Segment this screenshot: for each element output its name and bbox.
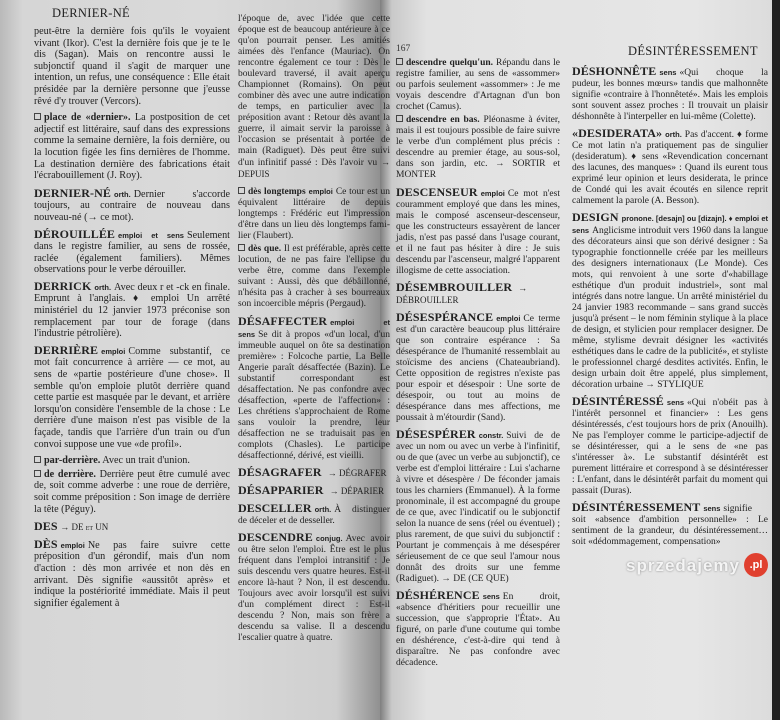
cross-reference: → DE et UN <box>60 522 109 533</box>
entry-text: Ne pas faire suivre cette préposition d'un gérondif, mais d'un nom d'action : dès mon arrivée et non dès en arrivant. Dès signifie «aussitôt après» et indique la postériorité immédiate. Mais il peut signifier également à <box>34 539 230 609</box>
dictionary-entry <box>34 185 230 224</box>
entry-text: «Qui choque la pudeur, les bonnes mœurs» tandis que malhonnête signifie «contraire à l'honnêteté». Mais les emplois sont souvent assez proches : Il trouvait un plaisir déshonnête à l'interpeller en lui-même (Colette). <box>572 68 768 122</box>
entry-tag: pronone. [desajn] ou [dizajn]. ♦ emploi et sens <box>572 214 768 235</box>
sub-entry-head: descendre en bas. <box>406 115 480 125</box>
entry-tag: conjug. <box>315 534 343 543</box>
sub-entry-text: Derrière peut être cumulé avec de, soit comme adverbe : une roue de derrière, soit comme préposition : Son image de derrière la tête (Péguy). <box>34 468 231 515</box>
entry-tag: emploi <box>101 346 126 356</box>
entry-text: Anglicisme introduit vers 1960 dans la langue des décorateurs ainsi que son dérivé designer : Sa typographie fonctionnelle créée par les meilleurs des designers internationaux (Le Monde). Ces mots, qui renvoient à une sorte d'«habillage esthétique d'un produit industriel», sont mal intégrés dans notre langue. Un arrêté ministériel du 24 janvier 1983 recommande – sans grand succès jusqu'à présent – le nom féminin stylique à la place de design, et stylicien pour remplacer designer. De même, stylisme devrait désigner les «activités esthétiques dans le cadre de la publicité», et styliste le professionnel chargé desdites activités. Enfin, le design urbain doit être appelé, plus simplement, décoration urbaine → STYLIQUE <box>572 226 769 390</box>
headword: DESCENDRE <box>238 530 313 544</box>
sub-entry-head: place de «dernier». <box>44 112 131 124</box>
dictionary-entry <box>396 282 560 307</box>
watermark <box>572 553 768 577</box>
sub-entry <box>34 469 230 515</box>
entry-text: Suivi de de avec un nom ou avec un verbe à l'infinitif, ou de que (avec un verbe au subjonctif), ce verbe est d'emploi littéraire : Lui s'acharne à vivre et désespère / De féconder jamais tous les charniers (Emmanuel). À la forme pronominale, il est accompagné du groupe de ce que, avec l'indicatif ou le subjonctif selon la nuance de sens (réel ou éventuel) ; plus rarement, de que suivi du subjonctif : Pourtant je commençais à me désespérer sérieusement de ce que seul l'amour nous donnât des droits sur une femme (Radiguet). → DE (CE QUE) <box>396 431 560 584</box>
dictionary-entry <box>572 66 768 123</box>
headword: DÈS <box>34 536 58 551</box>
entry-text: «Qui n'obéit pas à l'intérêt personnel et financier» : Les gens désintéressés, c'est toujours hors de prix (Anouilh). Ne pas l'employer comme le participe-adjectif de se désintéresser, qui a le sens de «ne pas s'intéresser à». Le substantif désintérêt est purement littéraire et correspond à se désintéresser : L'enfant, dans le désintérêt parfait du moment qui passait (Duras). <box>572 398 768 496</box>
entry-text: Se dit à propos «d'un local, d'un immeuble auquel on ôte sa destination première» : Folcoche partie, La Belle Angerie paraît désaffectée (Bazin). Le substantif correspondant est désaffectation. Ne pas confondre avec désaffection, «perte de l'affection» : Les chrétiens s'approchaient de Rome sans vouloir la prendre, leur désaffection ne se traduisait pas en complots (Chasles). Le participe désaffectionné, dérivé, est vieilli. <box>238 330 390 461</box>
box-bullet-icon <box>238 187 245 194</box>
dictionary-entry <box>572 128 768 207</box>
headword: DÉSAPPARIER <box>238 483 324 497</box>
headword: DES <box>34 519 58 534</box>
entry-text: Seulement dans le registre familier, au sens de rossée, raclée (également familiers). Mêmes observations pour le verbe dérouiller. <box>34 229 230 276</box>
sub-entry-text: Il est préférable, après cette locution, de ne pas faire l'ellipse du verbe être, comme dans l'exemple suivant : Aussi, dès que débâillonné, n'hésita pas à cracher à ses bourreaux son incoercible mépris (Pergaud). <box>238 244 391 309</box>
headword: DÉSINTÉRESSÉ <box>572 394 664 408</box>
sub-entry-head: dès longtemps <box>248 187 306 197</box>
sub-entry-head: par-derrière. <box>44 455 101 467</box>
entry-text: → DÉPARIER <box>329 486 384 496</box>
left-column <box>34 26 230 614</box>
continuation-text <box>238 14 390 181</box>
sub-entry-head: descendre quelqu'un. <box>406 58 494 68</box>
middle-column <box>238 14 390 649</box>
entry-tag: emploi <box>480 189 505 198</box>
headword: DÉSAGRAFER <box>238 465 322 479</box>
headword: DESCENSEUR <box>396 185 478 199</box>
entry-text: Avec deux r et -ck en finale. Emprunt à l'anglais. ♦ emploi Un arrêté ministériel du 12 janvier 1973 préconise son remplacement par tour de forage (dans l'industrie pétrolière). <box>34 281 230 340</box>
box-bullet-icon <box>34 470 41 477</box>
headword: DESIGN <box>572 210 619 224</box>
headword: DÉSESPÉRER <box>396 427 476 441</box>
box-bullet-icon <box>396 58 403 65</box>
box-bullet-icon <box>396 115 403 122</box>
entry-tag: emploi <box>308 187 333 196</box>
entry-tag: emploi et sens <box>238 318 390 339</box>
sub-entry-text: Ce tour est un équivalent littéraire de depuis longtemps : Frédéric eut l'impression d'être dans un lieu dès longtemps fami-lier (Flaubert). <box>238 187 390 241</box>
entry-text: Comme substantif, ce mot fait concurrence à arrière — ce mot, au sens de «partie postérieure d'une chose». Il semble qu'on emploie plutôt derrière quand cette partie est masquée par le devant, et arrière lorsqu'on considère l'ensemble de la chose : Le derrière d'une maison n'est pas visible de la façade, tandis que l'arrière d'un train ou d'un convoi suppose une vue «de profil». <box>34 345 230 450</box>
dictionary-entry <box>572 212 768 391</box>
entry-text: Ce terme est d'un caractère beaucoup plus littéraire que son contraire espérance : Sa désespérance de l'humanité ressemblait au stoïcisme des anciens (Chateaubriand). Cette opposition de registres n'existe pas pour espoir et désespoir : Une sorte de désespoir, ou tout au moins de désespérance dans mes affections, me poussait à m'étourdir (Sand). <box>396 314 560 423</box>
right-column-2 <box>572 66 768 577</box>
entry-des <box>34 521 230 534</box>
dictionary-entry <box>572 396 768 497</box>
entry-text: Dernier s'accorde toujours, au contraire de nouveau dans nouveau-né (→ ce mot). <box>34 188 230 223</box>
entry-text: Pas d'accent. ♦ forme Ce mot latin n'a pratiquement pas de singulier (desideratum). ♦ sens «Revendication concernant des lacunes, des manques» : Quand ils eurent tous exprimé leur opinion et leurs desiderata, le prince de Condé qui les avait écoutés en silence reprit calmement la parole (A. Besson). <box>572 130 768 206</box>
entry-tag: emploi <box>496 314 521 323</box>
sub-entry-text: Répandu dans le registre familier, au sens de «assommer» ou parfois seulement «assommer» : Je me voyais descendre d'Artagnan d'un bon crochet (Camus). <box>396 58 560 112</box>
headword: DÉSESPÉRANCE <box>396 310 494 324</box>
sub-entry <box>396 115 560 181</box>
sub-entry <box>34 455 230 467</box>
book-edge <box>772 0 780 720</box>
cross-reference: → DEPUIS <box>238 157 390 179</box>
sub-entry-text: Pléonasme à éviter, mais il est toujours possible de faire suivre le verbe d'un complément plus précis : descendre au premier étage, au sous-sol, dans son jardin, etc. → SORTIR et MONTER <box>396 115 561 180</box>
entry-tag: orth. <box>114 189 131 199</box>
right-column-1 <box>396 58 560 674</box>
headword: DÉSHONNÊTE <box>572 64 657 78</box>
sub-entry <box>238 244 390 310</box>
running-head-left: DERNIER-NÉ <box>52 6 130 20</box>
dictionary-entry <box>238 467 390 480</box>
box-bullet-icon <box>34 456 41 463</box>
headword: DERRICK <box>34 278 92 293</box>
dictionary-entry <box>34 226 230 276</box>
sub-entry-text: Avec un trait d'union. <box>102 455 190 467</box>
entry-tag: sens <box>659 68 677 77</box>
sub-entry <box>396 58 560 113</box>
headword: DESCELLER <box>238 501 312 515</box>
entry-text: Ce mot n'est couramment employé que dans les mines, mais le composé ascenseur-descenseur, que les constructeurs essayèrent de lancer jadis, n'est pas passé dans l'usage courant, et il ne faut pas hésiter à dire : Je suis descendu par l'ascenseur, malgré l'apparent illogisme de cette association. <box>396 189 560 276</box>
sub-entry <box>34 112 230 182</box>
sub-entry-text: La postposition de cet adjectif est littéraire, sauf dans des expressions comme la semaine dernière, la fois dernière, ou la locution figée les fins dernières de l'homme. La destination dernière des fabrications était l'écrabouillement (J. Roy). <box>34 112 230 182</box>
sub-entry <box>238 186 390 242</box>
dictionary-entry <box>238 316 390 462</box>
box-bullet-icon <box>238 244 245 251</box>
sub-entry-head: dès que. <box>248 244 282 254</box>
entry-tag: sens <box>482 592 500 601</box>
entry-text: Avec avoir ou être selon l'emploi. Être est le plus fréquent dans l'emploi intransitif : Je suis descendu vers quatre heures. Est-il encore là-haut ? Non, il est descendu. Toujours avec avoir lorsqu'il est suivi d'un complément direct : Est-il descendu ? Non, mais son frère a descendu sa valise. Il a descendu l'escalier quatre à quatre. <box>238 534 390 643</box>
entry-text: En droit, «absence d'héritiers pour recueillir une succession, que s'approprie l'État». Au figuré, on parle d'une coutume qui tombe en déshérence, c'est-à-dire qui tend à disparaître. Ne pas confondre avec décadence. <box>396 592 560 668</box>
dictionary-entry <box>572 502 768 548</box>
entry-tag: emploi et sens <box>118 230 184 240</box>
entry-des-accent <box>34 536 230 610</box>
headword: DERRIÈRE <box>34 342 99 357</box>
box-bullet-icon <box>34 113 41 120</box>
entry-tag: sens <box>703 504 721 513</box>
entry-tag: orth. <box>314 505 332 514</box>
entry-text: → DÉBROUILLER <box>396 283 528 305</box>
dictionary-entry <box>238 532 390 644</box>
watermark-badge: .pl <box>744 553 768 577</box>
headword: DÉSAFFECTER <box>238 314 328 328</box>
entry-text: → DÉGRAFER <box>327 468 387 478</box>
continuation-text: peut-être la dernière fois qu'ils le voyaient vivant (Ikor). C'est la dernière fois que je te le dis (Sagan). Mais on rencontre aussi le subjonctif quand il s'agit de marquer une intention, un refus, une conséquence : Elle était présidée par la dernière personne que j'eusse rêvé d'y trouver (Vercors). <box>34 26 230 107</box>
headword: DÉSHÉRENCE <box>396 588 480 602</box>
dictionary-entry <box>34 278 230 340</box>
watermark-logo: sprzedajemy <box>626 555 740 575</box>
running-head-right: DÉSINTÉRESSEMENT <box>628 44 758 58</box>
entry-text: À distinguer de déceler et de desseller. <box>238 505 390 526</box>
dictionary-entry <box>34 342 230 450</box>
entry-tag: constr. <box>478 431 504 440</box>
sub-entry-head: de derrière. <box>44 468 96 480</box>
headword: DÉROUILLÉE <box>34 226 116 241</box>
dictionary-entry <box>396 429 560 585</box>
headword: DERNIER-NÉ <box>34 185 112 200</box>
entry-tag: emploi <box>60 540 85 550</box>
headword: «DESIDERATA» <box>572 126 663 140</box>
entry-tag: orth. <box>94 282 112 292</box>
continuation-body: l'époque de, avec l'idée que cette époque est de beaucoup antérieure à ce qu'on pourrait penser. Les amitiés aimées dès l'enfance (Mauriac). On rencontre également ce tour : Dès le boulevard traversé, il avait aperçu Championnet (Romains). On peut combiner dès avec une autre indication de temps, en particulier avec la préposition avant : Retour dès avant la guerre, il aimait servir la paroisse à l'occasion se présentait à portée de main (Radiguet). Dès peut être suivi d'un infinitif passé : Dès l'avoir vu <box>238 14 390 168</box>
headword: DÉSEMBROUILLER <box>396 280 513 294</box>
entry-tag: sens <box>666 398 685 407</box>
page-number: 167 <box>396 44 411 54</box>
entry-tag: orth. <box>665 130 682 139</box>
entry-text: signifie soit «absence d'ambition personnelle» : Le sentiment de la grandeur, du désintéressement… soit «dédommagement, compensation» <box>572 504 768 547</box>
headword: DÉSINTÉRESSEMENT <box>572 500 701 514</box>
dictionary-entry <box>396 187 560 277</box>
dictionary-entry <box>396 312 560 424</box>
dictionary-entry <box>396 590 560 669</box>
dictionary-entry <box>238 485 390 498</box>
dictionary-entry <box>238 503 390 527</box>
